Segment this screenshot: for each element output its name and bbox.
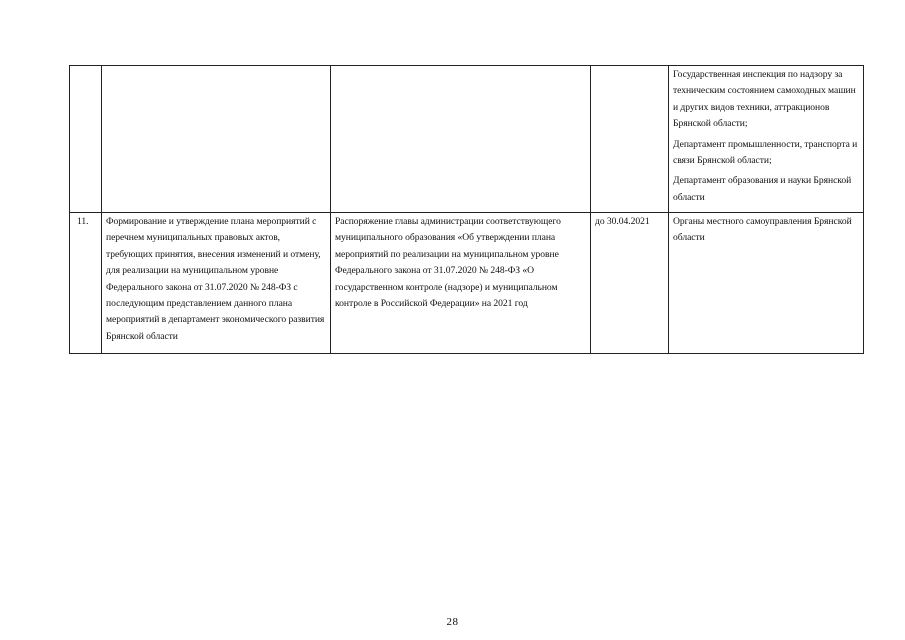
- document-text: Распоряжение главы администрации соответствующего муниципального образования «Об утверждении плана мероприятий по реализации на муниципальном уровне Федерального закона от 31.07.2020 № 248-ФЗ «О государственном контроле (надзоре) и муниципальном контроле в Российской Федерации» на 2021 год: [335, 216, 561, 310]
- responsible-inspection: Государственная инспекция по надзору за техническим состоянием самоходных машин и других видов техники, аттракционов Брянской области;: [673, 69, 856, 130]
- measures-table: [69, 65, 864, 354]
- cell-responsible: [669, 213, 864, 354]
- table-row-11: [70, 213, 864, 354]
- cell-deadline: [591, 213, 669, 354]
- cell-deadline: [591, 66, 669, 213]
- page-number: 28: [446, 616, 459, 628]
- cell-action: [102, 213, 331, 354]
- action-text: Формирование и утверждение плана мероприятий с перечнем муниципальных правовых актов, требующих принятия, внесения изменений и отмену, для реализации на муниципальном уровне Федерального закона от 31.07.2020 № 248-ФЗ с последующим представлением данного плана мероприятий в департамент экономического развития Брянской области: [106, 216, 325, 342]
- row-number: 11.: [77, 216, 89, 227]
- table-row-continuation: [70, 66, 864, 213]
- responsible-education-department: Департамент образования и науки Брянской области: [673, 175, 852, 203]
- cell-action: [102, 66, 331, 213]
- responsible-text: Органы местного самоуправления Брянской области: [673, 216, 852, 244]
- deadline-text: до 30.04.2021: [595, 216, 650, 227]
- responsible-industry-department: Департамент промышленности, транспорта и связи Брянской области;: [673, 138, 858, 167]
- cell-responsible: [669, 66, 864, 213]
- cell-document: [331, 213, 591, 354]
- cell-document: [331, 66, 591, 213]
- cell-number: [70, 66, 102, 213]
- cell-number: [70, 213, 102, 354]
